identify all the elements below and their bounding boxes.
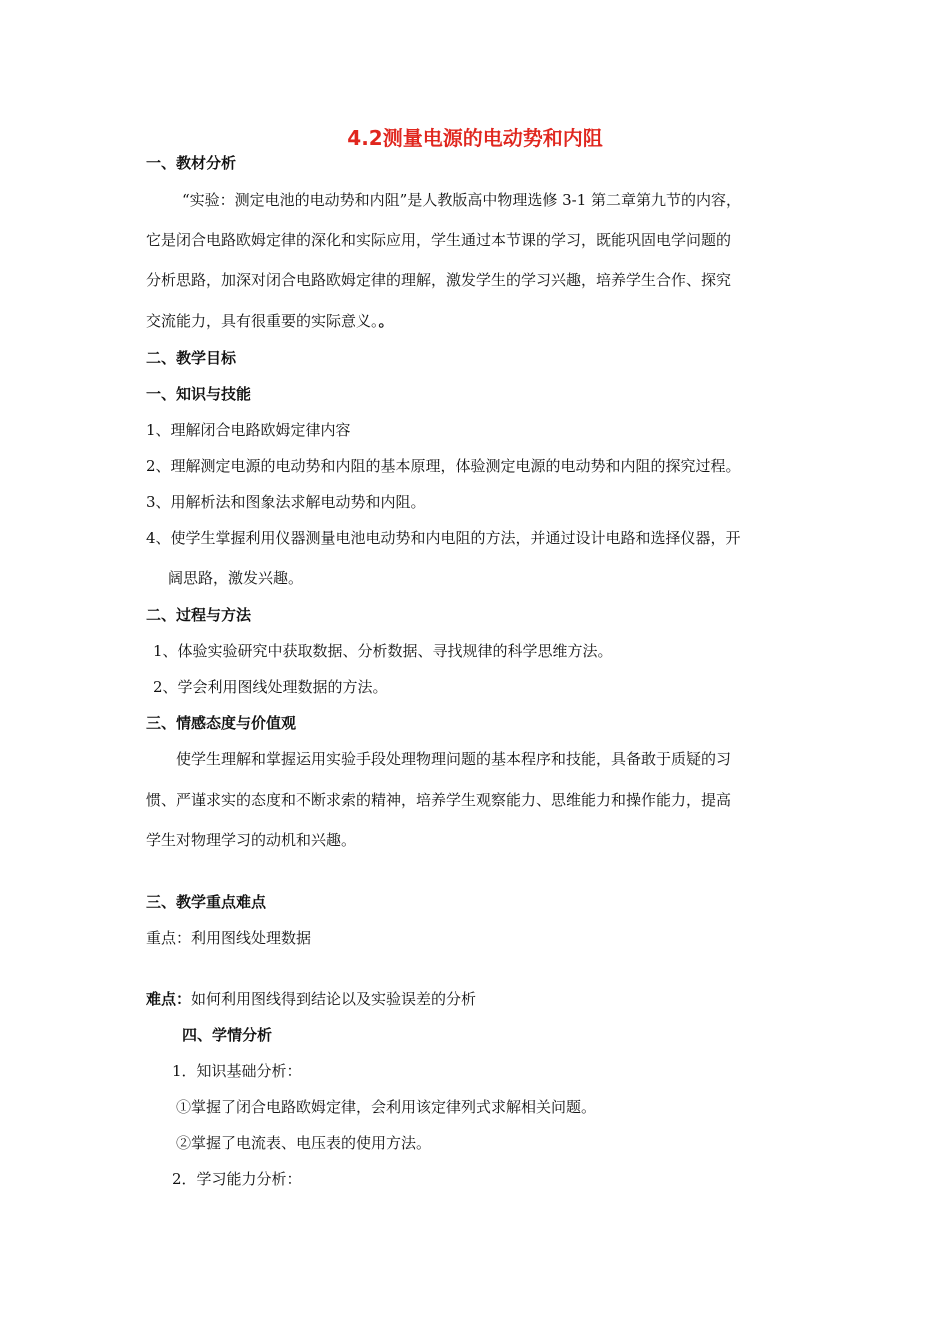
paragraph-line: 使学生理解和掌握运用实验手段处理物理问题的基本程序和技能，具备敢于质疑的习 (176, 750, 732, 768)
section-heading-learner-analysis: 四、学情分析 (182, 1026, 273, 1044)
list-item-continuation: 阔思路，激发兴趣。 (168, 569, 304, 587)
list-item: 2、理解测定电源的电动势和内阻的基本原理，体验测定电源的电动势和内阻的探究过程。 (146, 457, 741, 475)
difficulty-text: 如何利用图线得到结论以及实验误差的分析 (191, 990, 477, 1008)
subsection-heading-knowledge-skills: 一、知识与技能 (146, 385, 252, 403)
list-item: 1、体验实验研究中获取数据、分析数据、寻找规律的科学思维方法。 (153, 642, 613, 660)
bold-period: 。 (378, 312, 394, 330)
list-item: 1、理解闭合电路欧姆定律内容 (146, 421, 351, 439)
difficulty-line (146, 988, 476, 1010)
section-heading-key-points: 三、教学重点难点 (146, 893, 267, 911)
difficulty-label: 难点： (146, 990, 192, 1008)
paragraph-line: 分析思路，加深对闭合电路欧姆定律的理解，激发学生的学习兴趣，培养学生合作、探究 (146, 271, 732, 289)
list-item: 2．学习能力分析： (172, 1170, 302, 1188)
subsection-heading-process-methods: 二、过程与方法 (146, 606, 252, 624)
list-item: 3、用解析法和图象法求解电动势和内阻。 (146, 493, 426, 511)
list-item: 4、使学生掌握利用仪器测量电池电动势和内电阻的方法，并通过设计电路和选择仪器，开 (146, 529, 741, 547)
paragraph-text: 交流能力，具有很重要的实际意义。 (146, 312, 379, 330)
list-item: ②掌握了电流表、电压表的使用方法。 (176, 1134, 432, 1152)
list-item: 2、学会利用图线处理数据的方法。 (153, 678, 388, 696)
document-title: 4.2测量电源的电动势和内阻 (347, 126, 603, 150)
list-item: ①掌握了闭合电路欧姆定律，会利用该定律列式求解相关问题。 (176, 1098, 597, 1116)
section-heading-teaching-goals: 二、教学目标 (146, 349, 237, 367)
list-item: 1．知识基础分析： (172, 1062, 302, 1080)
paragraph-line: 学生对物理学习的动机和兴趣。 (146, 831, 357, 849)
paragraph-line: 惯、严谨求实的态度和不断求索的精神，培养学生观察能力、思维能力和操作能力，提高 (146, 791, 732, 809)
paragraph-line: “实验：测定电池的电动势和内阻”是人教版高中物理选修 3-1 第二章第九节的内容， (182, 191, 742, 209)
key-point-line: 重点：利用图线处理数据 (146, 929, 312, 947)
paragraph-line: 它是闭合电路欧姆定律的深化和实际应用，学生通过本节课的学习，既能巩固电学问题的 (146, 231, 732, 249)
paragraph-line (146, 310, 394, 332)
subsection-heading-attitudes-values: 三、情感态度与价值观 (146, 714, 297, 732)
section-heading-textbook-analysis: 一、教材分析 (146, 154, 237, 172)
